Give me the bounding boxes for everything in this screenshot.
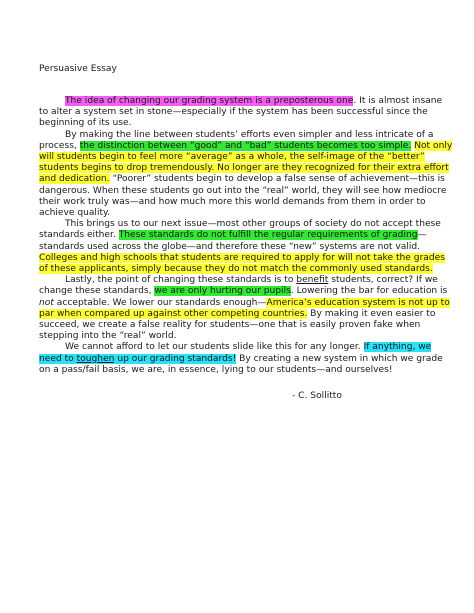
- highlighted-text: benefit: [296, 275, 329, 286]
- paragraph: [39, 342, 454, 376]
- text-segment: By creating a new system in which we grade on a pass/fail basis, we are, in essence, lying to our students—and ourselves!: [39, 353, 443, 375]
- text-segment: By making it even easier to succeed, we create a false reality for students—one that is easily proven fake when stepping into the “real” world.: [39, 308, 436, 342]
- highlighted-text: Not only will students begin to feel more “average” as a whole, the self-image of the “better” students begins to drop tremendously. No longer are they recognized for their extra effort and dedication.: [39, 140, 453, 185]
- text-segment: . It is almost insane to alter a system set in stone—especially if the system has been successful since the beginning of its use.: [39, 96, 443, 129]
- paragraph: [39, 219, 454, 275]
- highlighted-text: The idea of changing our grading system is a preposterous one: [65, 96, 354, 106]
- highlighted-text: we are only hurting our pupils: [154, 286, 291, 297]
- highlighted-text: America’s education system is not up to par when compared up against other competing countries.: [39, 297, 450, 319]
- paragraph: [39, 275, 454, 342]
- text-segment: By making the line between students’ efforts even simpler and less intricate of a process,: [39, 129, 434, 151]
- highlighted-text: If anything, we need to: [39, 342, 432, 364]
- text-segment: —standards used across the globe—and therefore these “new” systems are not valid.: [39, 230, 427, 252]
- paragraph: [39, 96, 454, 130]
- text-segment: acceptable. We lower our standards enough—: [53, 297, 267, 308]
- text-segment: students, correct? If we change these standards,: [39, 275, 438, 297]
- text-segment: . Lowering the bar for education is: [290, 286, 448, 297]
- paragraph: [39, 130, 454, 220]
- essay-title: Persuasive Essay: [39, 64, 117, 74]
- essay-body: [39, 96, 454, 376]
- highlighted-text: not: [39, 297, 54, 308]
- highlighted-text: These standards do not fulfill the regular requirements of grading: [118, 230, 418, 241]
- text-segment: We cannot afford to let our students slide like this for any longer.: [65, 342, 364, 353]
- highlighted-text: the distinction between “good” and “bad” students becomes too simple.: [79, 140, 412, 151]
- text-segment: “Poorer” students begin to develop a false sense of achievement—this is dangerous. When these students go out into the “real” world, they will see how mediocre their work truly was—and how much more this world demands from them in order to achieve quality.: [39, 174, 447, 219]
- highlighted-text: Colleges and high schools that students are required to apply for will not take the grades of these applicants, simply because they do not match the commonly used standards.: [39, 252, 445, 275]
- highlighted-text: up our grading standards!: [114, 353, 237, 364]
- text-segment: Lastly, the point of changing these standards is to: [65, 275, 297, 286]
- highlighted-text: toughen: [76, 353, 115, 364]
- author-signature: - C. Sollitto: [292, 391, 342, 402]
- text-segment: This brings us to our next issue—most other groups of society do not accept these standards either.: [39, 219, 441, 241]
